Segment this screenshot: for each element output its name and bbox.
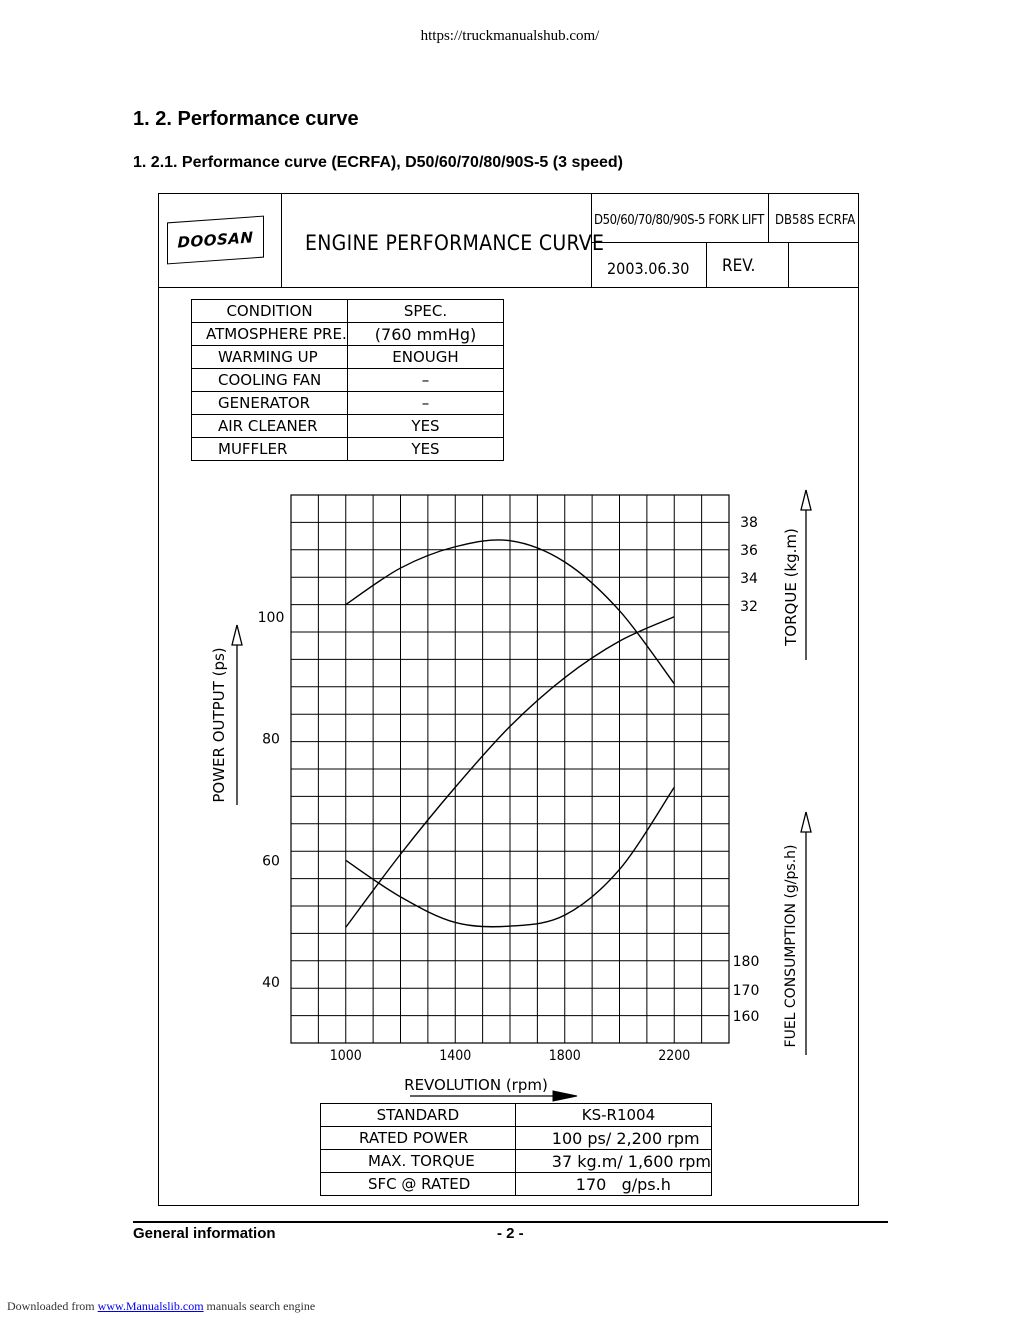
power-tick-label: 100 <box>257 609 285 626</box>
torque-tick-label: 34 <box>740 571 758 587</box>
rated-label-cell: STANDARD <box>321 1104 516 1127</box>
x-axis-title: REVOLUTION (rpm) <box>404 1076 548 1094</box>
torque-axis-title: TORQUE (kg.m) <box>782 528 800 646</box>
torque-arrow-head <box>801 490 811 510</box>
power-tick-label: 80 <box>262 731 280 748</box>
condition-cell: AIR CLEANER <box>192 415 348 438</box>
rated-label-cell: SFC @ RATED <box>321 1173 516 1196</box>
table-row <box>321 1173 712 1196</box>
fuel-tick-label: 170 <box>732 983 760 999</box>
condition-cell: COOLING FAN <box>192 369 348 392</box>
condition-cell: WARMING UP <box>192 346 348 369</box>
x-tick-label: 2200 <box>658 1048 691 1064</box>
condition-cell: MUFFLER <box>192 438 348 461</box>
fuel-tick-label: 160 <box>732 1009 760 1025</box>
engine-code: DB58S ECRFA <box>775 213 856 228</box>
table-row <box>321 1150 712 1173</box>
rated-value-cell: 37 kg.m/ 1,600 rpm <box>515 1150 711 1173</box>
condition-header: CONDITION <box>192 300 348 323</box>
rated-value-cell: KS-R1004 <box>515 1104 711 1127</box>
spec-header: SPEC. <box>348 300 504 323</box>
spec-cell: (760 mmHg) <box>348 323 504 346</box>
spec-cell: – <box>348 369 504 392</box>
footer-divider <box>133 1221 888 1223</box>
download-suffix: manuals search engine <box>206 1299 316 1313</box>
spec-cell: – <box>348 392 504 415</box>
page-number: - 2 - <box>497 1225 524 1242</box>
torque-tick-label: 38 <box>740 515 758 531</box>
torque-tick-label: 36 <box>740 543 758 559</box>
spec-cell: ENOUGH <box>348 346 504 369</box>
download-prefix: Downloaded from <box>7 1299 95 1313</box>
power-axis-title: POWER OUTPUT (ps) <box>210 647 228 803</box>
rated-label-cell: RATED POWER <box>321 1127 516 1150</box>
fuel-tick-label: 180 <box>732 954 760 970</box>
footer-section-name: General information <box>133 1225 276 1242</box>
x-tick-label: 1400 <box>439 1048 472 1064</box>
revision-label: REV. <box>722 256 756 276</box>
torque-tick-label: 32 <box>740 599 758 615</box>
x-tick-label: 1000 <box>329 1048 362 1064</box>
spec-cell: YES <box>348 438 504 461</box>
chart-grid <box>291 495 729 1043</box>
model-name: D50/60/70/80/90S-5 FORK LIFT <box>594 213 764 228</box>
rated-label-cell: MAX. TORQUE <box>321 1150 516 1173</box>
spec-cell: YES <box>348 415 504 438</box>
source-url: https://truckmanualshub.com/ <box>420 28 600 44</box>
chart-labels <box>210 515 800 1094</box>
condition-cell: ATMOSPHERE PRE. <box>192 323 348 346</box>
section-heading: 1. 2. Performance curve <box>133 108 359 130</box>
condition-cell: GENERATOR <box>192 392 348 415</box>
drawing-title: ENGINE PERFORMANCE CURVE <box>305 231 605 255</box>
rated-value-cell: 100 ps/ 2,200 rpm <box>515 1127 711 1150</box>
table-row <box>321 1104 712 1127</box>
manualslib-link[interactable]: www.Manualslib.com <box>97 1299 204 1313</box>
x-tick-label: 1800 <box>548 1048 581 1064</box>
fuel-axis-title: FUEL CONSUMPTION (g/ps.h) <box>783 844 799 1048</box>
rated-value-cell: 170 g/ps.h <box>515 1173 711 1196</box>
power-arrow-head <box>232 625 242 645</box>
logo-text: DOOSAN <box>177 228 254 252</box>
subsection-heading: 1. 2.1. Performance curve (ECRFA), D50/60/70/80/90S-5 (3 speed) <box>133 154 624 171</box>
fuel-arrow-head <box>801 812 811 832</box>
power-tick-label: 60 <box>262 853 280 870</box>
download-note <box>7 1299 315 1314</box>
rated-table <box>320 1103 712 1196</box>
power-tick-label: 40 <box>262 975 280 992</box>
rpm-arrow-head <box>553 1091 577 1101</box>
table-row <box>321 1127 712 1150</box>
drawing-date: 2003.06.30 <box>607 259 690 278</box>
